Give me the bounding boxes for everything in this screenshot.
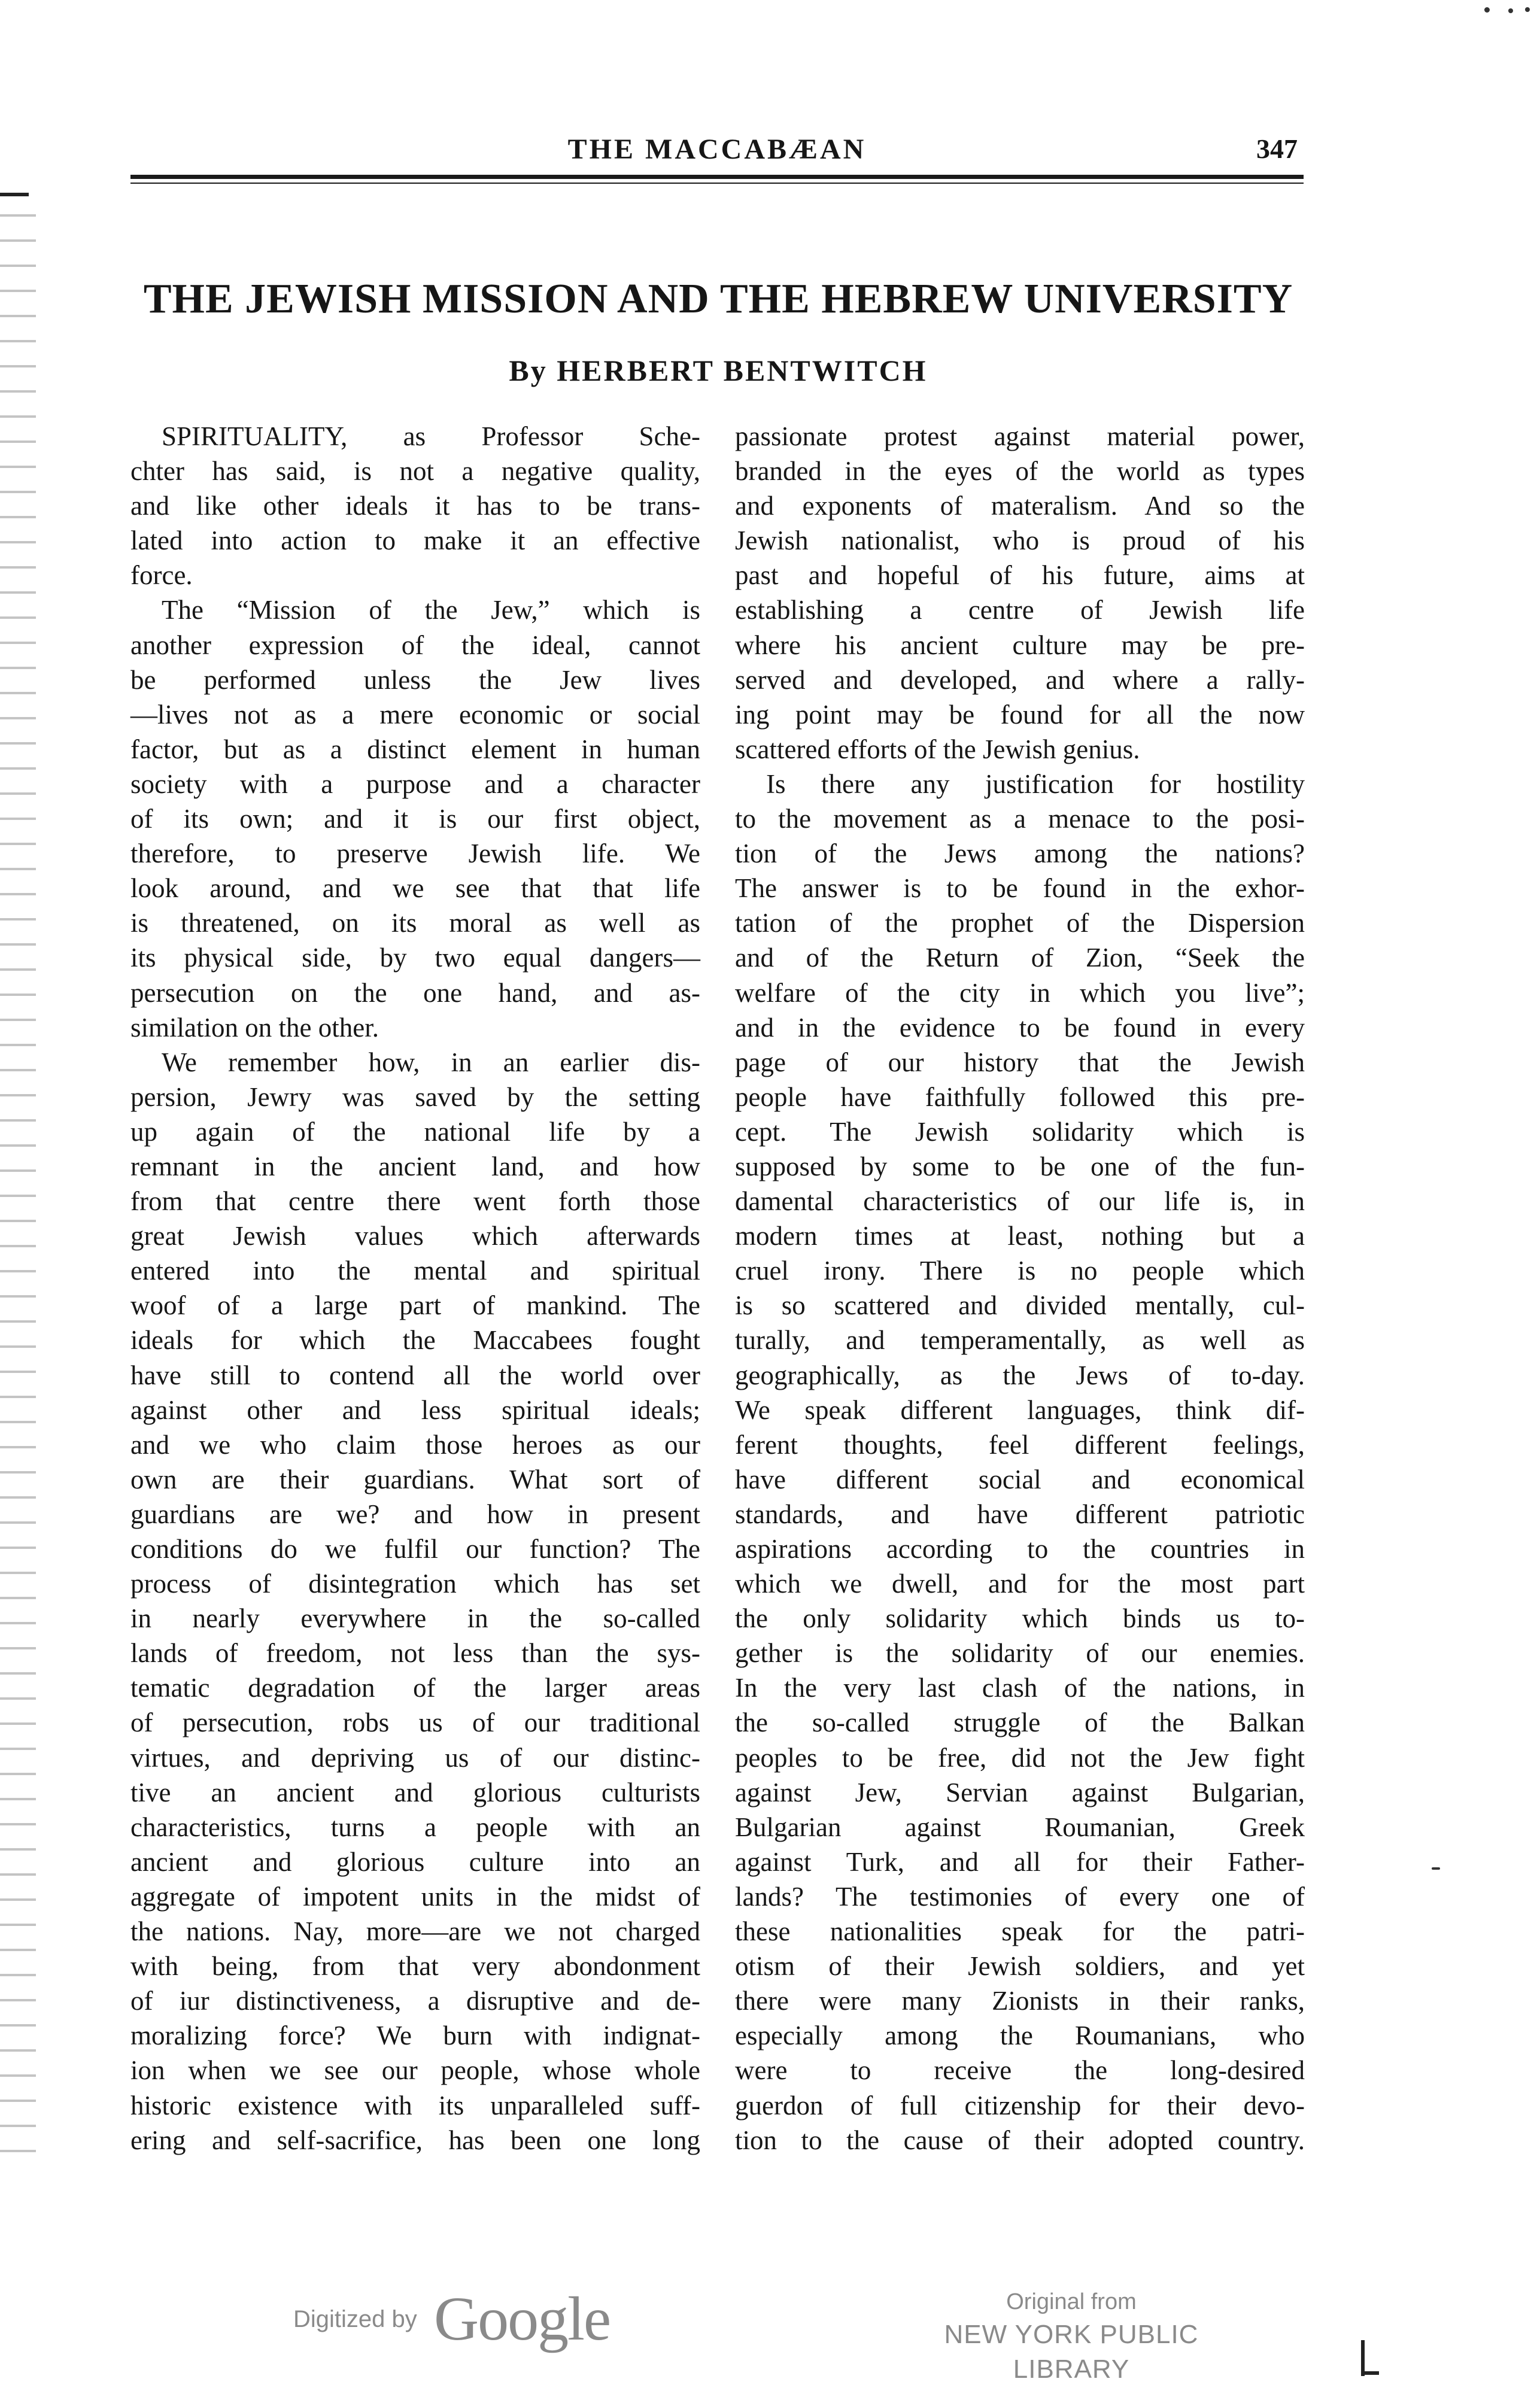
- text-line: to the movement as a menace to the posi-: [735, 804, 1305, 834]
- scan-speck: [1525, 7, 1530, 12]
- text-line: welfare of the city in which you live”;: [735, 977, 1305, 1008]
- article-title: THE JEWISH MISSION AND THE HEBREW UNIVERSITY: [143, 276, 1293, 322]
- text-line: ion when we see our people, whose whole: [130, 2055, 700, 2086]
- text-line: in nearly everywhere in the so-called: [130, 1603, 700, 1634]
- text-line: remnant in the ancient land, and how: [130, 1151, 700, 1181]
- scan-edge-mark: [0, 193, 29, 196]
- text-line: is threatened, on its moral as well as: [130, 908, 700, 938]
- text-line: great Jewish values which afterwards: [130, 1221, 700, 1251]
- text-line: tion of the Jews among the nations?: [735, 838, 1305, 869]
- text-line: Bulgarian against Roumanian, Greek: [735, 1812, 1305, 1842]
- text-line: especially among the Roumanians, who: [735, 2021, 1305, 2051]
- text-line: ideals for which the Maccabees fought: [130, 1325, 700, 1356]
- text-line: people have faithfully followed this pre-: [735, 1081, 1305, 1112]
- scan-speck: [1432, 1867, 1440, 1870]
- scan-corner-mark: [1354, 2334, 1378, 2376]
- text-line: ancient and glorious culture into an: [130, 1846, 700, 1877]
- text-line: of its own; and it is our first object,: [130, 804, 700, 834]
- text-line: We speak different languages, think dif-: [735, 1395, 1305, 1425]
- text-line: Jewish nationalist, who is proud of his: [735, 525, 1305, 556]
- text-line: cruel irony. There is no people which: [735, 1256, 1305, 1286]
- text-line: The “Mission of the Jew,” which is: [162, 595, 700, 625]
- page-number: 347: [1256, 133, 1298, 164]
- text-line: —lives not as a mere economic or social: [130, 699, 700, 730]
- text-line: have still to contend all the world over: [130, 1360, 700, 1390]
- text-line: ing point may be found for all the now: [735, 699, 1305, 730]
- scan-speck: [1484, 7, 1490, 13]
- text-line: lands of freedom, not less than the sys-: [130, 1638, 700, 1669]
- text-line: damental characteristics of our life is, in: [735, 1186, 1305, 1217]
- text-line: lated into action to make it an effective: [130, 525, 700, 556]
- running-title: THE MACCABÆAN: [567, 133, 867, 165]
- text-line: of iur distinctiveness, a disruptive and de-: [130, 1986, 700, 2016]
- text-line: The answer is to be found in the exhor-: [735, 873, 1305, 904]
- text-line: aspirations according to the countries in: [735, 1534, 1305, 1564]
- byline: By HERBERT BENTWITCH: [509, 354, 928, 387]
- text-line: past and hopeful of his future, aims at: [735, 560, 1305, 591]
- text-line: look around, and we see that that life: [130, 873, 700, 904]
- text-line: conditions do we fulfil our function? The: [130, 1534, 700, 1564]
- header-rule: [130, 175, 1304, 179]
- text-line: guardians are we? and how in present: [130, 1499, 700, 1529]
- text-line: characteristics, turns a people with an: [130, 1812, 700, 1842]
- text-line: Is there any justification for hostility: [766, 768, 1305, 799]
- text-line: is so scattered and divided mentally, cul-: [735, 1290, 1305, 1321]
- text-line: virtues, and depriving us of our distinc-: [130, 1742, 700, 1773]
- text-line: woof of a large part of mankind. The: [130, 1290, 700, 1321]
- text-line: branded in the eyes of the world as types: [735, 456, 1305, 487]
- scan-speck: [1508, 8, 1513, 13]
- scan-edge-artifact: [0, 192, 36, 2167]
- text-line: tion to the cause of their adopted country.: [735, 2125, 1305, 2155]
- text-line: modern times at least, nothing but a: [735, 1221, 1305, 1251]
- text-line: of persecution, robs us of our traditional: [130, 1708, 700, 1738]
- text-line: ering and self-sacrifice, has been one long: [130, 2125, 700, 2155]
- digitized-by-google: [293, 2283, 628, 2353]
- text-line: the so-called struggle of the Balkan: [735, 1708, 1305, 1738]
- text-line: the only solidarity which binds us to-: [735, 1603, 1305, 1634]
- left-column: [130, 419, 700, 2158]
- text-line: ferent thoughts, feel different feelings,: [735, 1429, 1305, 1460]
- text-line: turally, and temperamentally, as well as: [735, 1325, 1305, 1356]
- text-line: We remember how, in an earlier dis-: [162, 1047, 700, 1077]
- text-line: entered into the mental and spiritual: [130, 1256, 700, 1286]
- running-head: [130, 133, 1304, 166]
- text-line: have different social and economical: [735, 1464, 1305, 1494]
- text-line: cept. The Jewish solidarity which is: [735, 1116, 1305, 1147]
- text-line: page of our history that the Jewish: [735, 1047, 1305, 1077]
- text-line: supposed by some to be one of the fun-: [735, 1151, 1305, 1181]
- text-line: and exponents of materalism. And so the: [735, 491, 1305, 521]
- library-name: NEW YORK PUBLIC LIBRARY: [944, 2320, 1199, 2384]
- text-line: SPIRITUALITY, as Professor Sche-: [162, 421, 700, 451]
- text-line: served and developed, and where a rally-: [735, 664, 1305, 695]
- text-line: which we dwell, and for the most part: [735, 1569, 1305, 1599]
- text-line: moralizing force? We burn with indignat-: [130, 2021, 700, 2051]
- text-line: force.: [130, 560, 193, 591]
- text-line: and of the Return of Zion, “Seek the: [735, 943, 1305, 973]
- text-line: against Jew, Servian against Bulgarian,: [735, 1777, 1305, 1807]
- text-line: therefore, to preserve Jewish life. We: [130, 838, 700, 869]
- text-line: aggregate of impotent units in the midst of: [130, 1881, 700, 1912]
- text-line: persion, Jewry was saved by the setting: [130, 1081, 700, 1112]
- text-line: tematic degradation of the larger areas: [130, 1673, 700, 1703]
- text-line: the nations. Nay, more—are we not charged: [130, 1916, 700, 1947]
- text-line: In the very last clash of the nations, in: [735, 1673, 1305, 1703]
- digitized-by-label: Digitized by: [293, 2306, 417, 2332]
- text-line: own are their guardians. What sort of: [130, 1464, 700, 1494]
- text-line: and like other ideals it has to be trans-: [130, 491, 700, 521]
- text-line: society with a purpose and a character: [130, 768, 700, 799]
- text-line: from that centre there went forth those: [130, 1186, 700, 1217]
- text-line: historic existence with its unparalleled suff-: [130, 2090, 700, 2120]
- text-line: geographically, as the Jews of to-day.: [735, 1360, 1305, 1390]
- library-credit: [886, 2286, 1257, 2387]
- text-line: passionate protest against material power,: [735, 421, 1305, 451]
- text-line: and in the evidence to be found in every: [735, 1012, 1305, 1043]
- text-line: persecution on the one hand, and as-: [130, 977, 700, 1008]
- text-line: otism of their Jewish soldiers, and yet: [735, 1951, 1305, 1982]
- text-line: were to receive the long-desired: [735, 2055, 1305, 2086]
- text-line: up again of the national life by a: [130, 1116, 700, 1147]
- text-line: with being, from that very abondonment: [130, 1951, 700, 1982]
- text-line: another expression of the ideal, cannot: [130, 630, 700, 660]
- text-line: tation of the prophet of the Dispersion: [735, 908, 1305, 938]
- text-line: against other and less spiritual ideals;: [130, 1395, 700, 1425]
- text-line: where his ancient culture may be pre-: [735, 630, 1305, 660]
- text-line: and we who claim those heroes as our: [130, 1429, 700, 1460]
- google-logo: Google: [434, 2284, 610, 2353]
- text-line: its physical side, by two equal dangers—: [130, 943, 700, 973]
- text-line: establishing a centre of Jewish life: [735, 595, 1305, 625]
- text-line: standards, and have different patriotic: [735, 1499, 1305, 1529]
- text-line: lands? The testimonies of every one of: [735, 1881, 1305, 1912]
- text-line: be performed unless the Jew lives: [130, 664, 700, 695]
- original-from-label: Original from: [1006, 2289, 1137, 2314]
- text-line: there were many Zionists in their ranks,: [735, 1986, 1305, 2016]
- text-line: scattered efforts of the Jewish genius.: [735, 734, 1140, 764]
- header-rule-thin: [130, 183, 1304, 184]
- text-line: factor, but as a distinct element in human: [130, 734, 700, 764]
- text-line: guerdon of full citizenship for their devo-: [735, 2090, 1305, 2120]
- text-line: against Turk, and all for their Father-: [735, 1846, 1305, 1877]
- text-line: chter has said, is not a negative quality,: [130, 456, 700, 487]
- text-line: tive an ancient and glorious culturists: [130, 1777, 700, 1807]
- text-line: peoples to be free, did not the Jew fight: [735, 1742, 1305, 1773]
- text-line: similation on the other.: [130, 1012, 379, 1043]
- right-column: [735, 419, 1305, 2158]
- text-line: process of disintegration which has set: [130, 1569, 700, 1599]
- text-line: gether is the solidarity of our enemies.: [735, 1638, 1305, 1669]
- text-line: these nationalities speak for the patri-: [735, 1916, 1305, 1947]
